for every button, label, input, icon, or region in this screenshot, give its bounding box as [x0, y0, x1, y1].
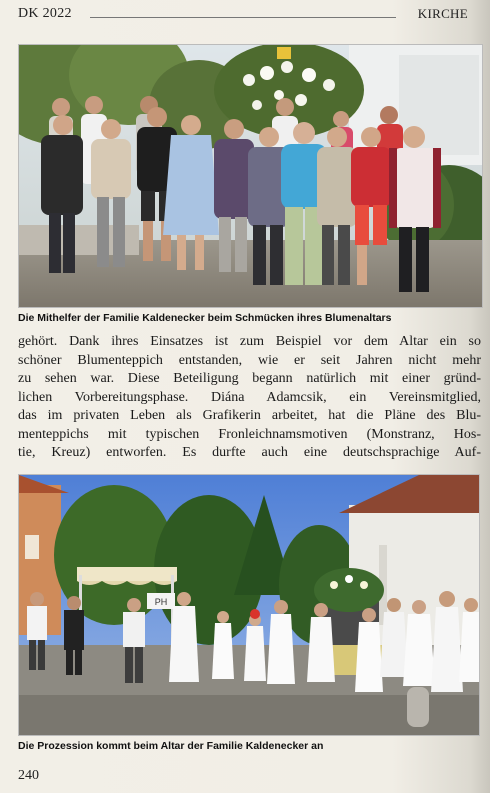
- photo1-caption: Die Mithelfer der Familie Kaldenecker beim Schmücken ihres Blumenaltars: [18, 312, 392, 324]
- article-line: schöner Blumenteppich entstanden, wie er seit Jahren nicht mehr: [18, 352, 481, 368]
- page-number: 240: [18, 768, 39, 783]
- running-header: [18, 6, 468, 24]
- sign-text: PH: [154, 597, 168, 607]
- article-line: tie, Kreuz) entworfen. Es durfte auch eine deutschsprachige Auf-: [18, 445, 481, 460]
- article-body: [18, 333, 481, 463]
- procession-photo: [18, 474, 480, 736]
- article-line: lichen Vorbereitungsphase. Diána Adamcsik, ein Vereinsmitglied,: [18, 389, 481, 405]
- magazine-issue: DK 2022: [18, 6, 72, 21]
- article-line: das im privaten Leben als Grafikerin arbeitet, hat die Pläne des Blu-: [18, 408, 481, 423]
- article-line: menteppichs mit typischen Fronleichnamsmotiven (Monstranz, Hos-: [18, 426, 481, 442]
- article-line: gehört. Dank ihres Einsatzes ist zum Beispiel vor dem Altar ein so: [18, 334, 481, 349]
- photo2-caption: Die Prozession kommt beim Altar der Familie Kaldenecker an: [18, 740, 324, 752]
- section-title: KIRCHE: [417, 6, 468, 21]
- article-line: zu sehen war. Diese Beteiligung begann natürlich mit einer gründ-: [18, 371, 481, 386]
- group-photo: [18, 44, 483, 308]
- header-rule: [90, 17, 396, 18]
